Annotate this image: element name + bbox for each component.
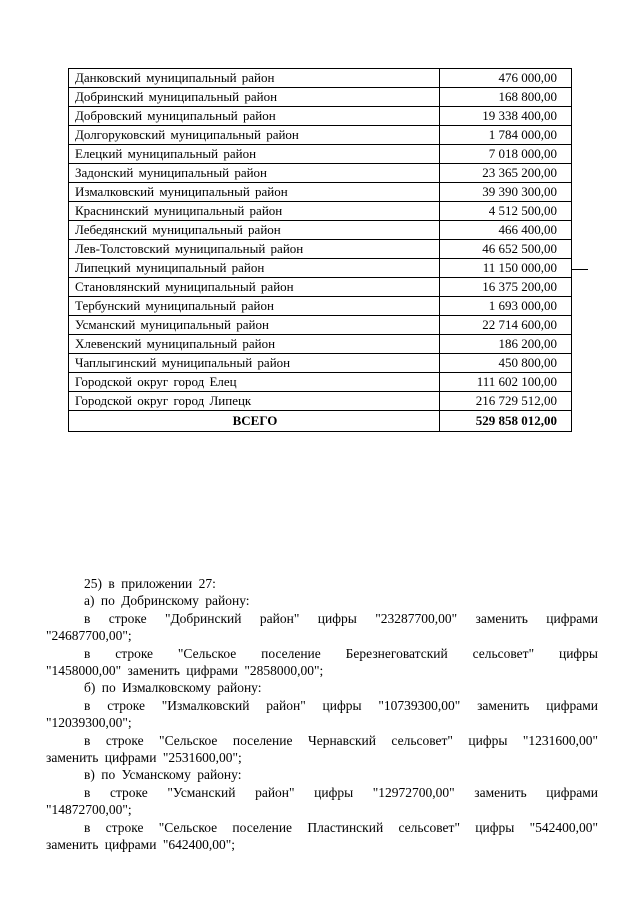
paragraph-usmansky-line1: в строке "Усманский район" цифры "12972700,00" заменить цифрами <box>84 784 598 800</box>
table-row <box>69 126 572 145</box>
paragraph-chernavsky-line2: заменить цифрами "2531600,00"; <box>46 750 242 766</box>
paragraph-item-25: 25) в приложении 27: <box>84 576 216 591</box>
district-name: Тербунский муниципальный район <box>69 297 440 316</box>
budget-table-body <box>69 69 572 432</box>
district-amount: 39 390 300,00 <box>440 183 572 202</box>
district-amount: 186 200,00 <box>440 335 572 354</box>
table-row <box>69 278 572 297</box>
district-amount: 1 693 000,00 <box>440 297 572 316</box>
district-name: Чаплыгинский муниципальный район <box>69 354 440 373</box>
district-name: Становлянский муниципальный район <box>69 278 440 297</box>
total-amount: 529 858 012,00 <box>440 411 572 432</box>
district-amount: 111 602 100,00 <box>440 373 572 392</box>
district-name: Елецкий муниципальный район <box>69 145 440 164</box>
table-row <box>69 145 572 164</box>
paragraph-chernavsky-line1: в строке "Сельское поселение Чернавский сельсовет" цифры "1231600,00" <box>84 732 598 748</box>
district-amount: 46 652 500,00 <box>440 240 572 259</box>
district-amount: 22 714 600,00 <box>440 316 572 335</box>
table-row <box>69 392 572 411</box>
amendment-text <box>46 575 598 854</box>
district-amount: 11 150 000,00 <box>440 259 572 278</box>
table-row <box>69 373 572 392</box>
district-name: Данковский муниципальный район <box>69 69 440 88</box>
table-row <box>69 335 572 354</box>
table-row <box>69 69 572 88</box>
table-row <box>69 164 572 183</box>
district-amount: 19 338 400,00 <box>440 107 572 126</box>
table-row <box>69 183 572 202</box>
budget-table <box>68 68 572 432</box>
paragraph-plastinsky-line2: заменить цифрами "642400,00"; <box>46 837 235 853</box>
district-amount: 476 000,00 <box>440 69 572 88</box>
district-name: Долгоруковский муниципальный район <box>69 126 440 145</box>
table-row <box>69 316 572 335</box>
district-name: Хлевенский муниципальный район <box>69 335 440 354</box>
paragraph-izmalkovsky: б) по Измалковскому району: <box>84 680 262 696</box>
district-name: Городской округ город Липецк <box>69 392 440 411</box>
district-amount: 23 365 200,00 <box>440 164 572 183</box>
district-amount: 466 400,00 <box>440 221 572 240</box>
district-name: Лев-Толстовский муниципальный район <box>69 240 440 259</box>
paragraph-usmansky-line2: "14872700,00"; <box>46 802 132 818</box>
district-name: Усманский муниципальный район <box>69 316 440 335</box>
district-amount: 450 800,00 <box>440 354 572 373</box>
table-row <box>69 221 572 240</box>
district-name: Добринский муниципальный район <box>69 88 440 107</box>
paragraph-plastinsky-line1: в строке "Сельское поселение Пластинский сельсовет" цифры "542400,00" <box>84 819 598 835</box>
paragraph-izmalkovsky-line2: "12039300,00"; <box>46 715 132 731</box>
district-name: Задонский муниципальный район <box>69 164 440 183</box>
paragraph-bereznegovatsky-line2: "1458000,00" заменить цифрами "2858000,00"; <box>46 663 324 679</box>
district-name: Добровский муниципальный район <box>69 107 440 126</box>
district-amount: 1 784 000,00 <box>440 126 572 145</box>
district-amount: 4 512 500,00 <box>440 202 572 221</box>
table-row <box>69 107 572 126</box>
district-name: Липецкий муниципальный район <box>69 259 440 278</box>
district-amount: 7 018 000,00 <box>440 145 572 164</box>
district-name: Лебедянский муниципальный район <box>69 221 440 240</box>
table-row <box>69 297 572 316</box>
total-label: ВСЕГО <box>69 411 440 432</box>
table-row <box>69 240 572 259</box>
table-row <box>69 354 572 373</box>
district-amount: 216 729 512,00 <box>440 392 572 411</box>
paragraph-dobrinsky-line1: в строке "Добринский район" цифры "23287700,00" заменить цифрами <box>84 610 598 626</box>
margin-line <box>572 269 588 270</box>
paragraph-usmansky: в) по Усманскому району: <box>84 767 242 783</box>
table-row <box>69 202 572 221</box>
paragraph-izmalkovsky-line1: в строке "Измалковский район" цифры "10739300,00" заменить цифрами <box>84 697 598 713</box>
district-name: Городской округ город Елец <box>69 373 440 392</box>
district-name: Измалковский муниципальный район <box>69 183 440 202</box>
district-amount: 168 800,00 <box>440 88 572 107</box>
paragraph-dobrinsky-line2: "24687700,00"; <box>46 628 132 644</box>
paragraph-bereznegovatsky-line1: в строке "Сельское поселение Березнеговатский сельсовет" цифры <box>84 645 598 661</box>
district-amount: 16 375 200,00 <box>440 278 572 297</box>
paragraph-dobrinsky: а) по Добринскому району: <box>84 593 250 609</box>
district-name: Краснинский муниципальный район <box>69 202 440 221</box>
table-row <box>69 88 572 107</box>
total-row <box>69 411 572 432</box>
table-row <box>69 259 572 278</box>
